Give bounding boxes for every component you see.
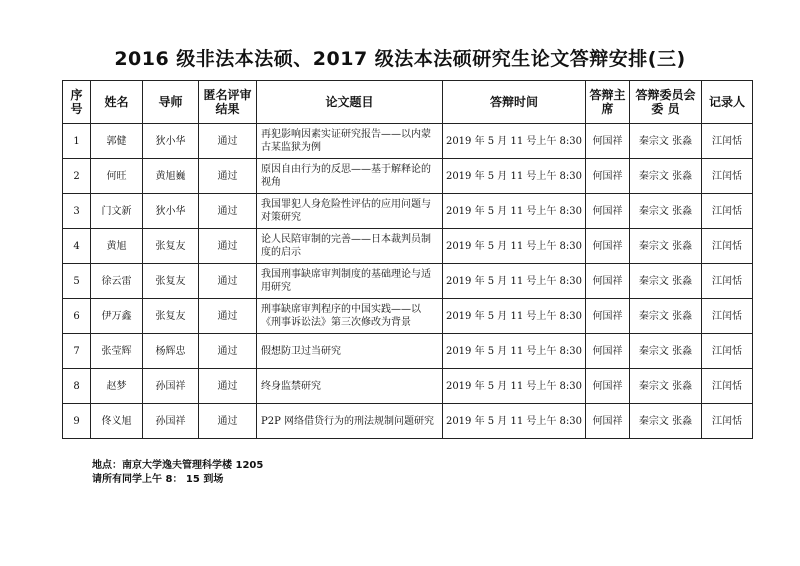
- cell-time: 2019 年 5 月 11 号上午 8:30: [443, 299, 586, 334]
- header-time: 答辩时间: [443, 81, 586, 124]
- cell-topic: 我国刑事缺席审判制度的基础理论与适用研究: [257, 264, 443, 299]
- cell-topic: 论人民陪审制的完善——日本裁判员制度的启示: [257, 229, 443, 264]
- cell-advisor: 张复友: [143, 264, 199, 299]
- cell-chair: 何国祥: [586, 334, 630, 369]
- table-row: [63, 404, 753, 439]
- cell-advisor: 孙国祥: [143, 404, 199, 439]
- cell-recorder: 江闰恬: [702, 159, 753, 194]
- table-row: [63, 229, 753, 264]
- cell-review: 通过: [199, 159, 257, 194]
- cell-name: 何旺: [91, 159, 143, 194]
- header-review: 匿名评审结果: [199, 81, 257, 124]
- cell-advisor: 张复友: [143, 299, 199, 334]
- cell-members: 秦宗文 张淼: [630, 194, 702, 229]
- cell-review: 通过: [199, 264, 257, 299]
- cell-review: 通过: [199, 194, 257, 229]
- cell-name: 郭健: [91, 124, 143, 159]
- cell-name: 佟义旭: [91, 404, 143, 439]
- cell-members: 秦宗文 张淼: [630, 229, 702, 264]
- cell-advisor: 杨辉忠: [143, 334, 199, 369]
- cell-name: 徐云雷: [91, 264, 143, 299]
- arrival-note: 请所有同学上午 8： 15 到场: [92, 474, 224, 485]
- cell-review: 通过: [199, 334, 257, 369]
- header-no: 序号: [63, 81, 91, 124]
- cell-time: 2019 年 5 月 11 号上午 8:30: [443, 159, 586, 194]
- cell-topic: 原因自由行为的反思——基于解释论的视角: [257, 159, 443, 194]
- cell-time: 2019 年 5 月 11 号上午 8:30: [443, 229, 586, 264]
- cell-topic: P2P 网络借贷行为的刑法规制问题研究: [257, 404, 443, 439]
- table-row: [63, 334, 753, 369]
- header-members: 答辩委员会委 员: [630, 81, 702, 124]
- page-title: 2016 级非法本法硕、2017 级法本法硕研究生论文答辩安排(三): [114, 48, 686, 70]
- defense-schedule-table: [62, 80, 753, 439]
- cell-recorder: 江闰恬: [702, 369, 753, 404]
- cell-recorder: 江闰恬: [702, 264, 753, 299]
- table-row: [63, 194, 753, 229]
- table-row: [63, 299, 753, 334]
- cell-advisor: 狄小华: [143, 124, 199, 159]
- table-row: [63, 159, 753, 194]
- cell-name: 黄旭: [91, 229, 143, 264]
- cell-name: 伊万鑫: [91, 299, 143, 334]
- cell-time: 2019 年 5 月 11 号上午 8:30: [443, 369, 586, 404]
- cell-time: 2019 年 5 月 11 号上午 8:30: [443, 124, 586, 159]
- cell-time: 2019 年 5 月 11 号上午 8:30: [443, 404, 586, 439]
- cell-chair: 何国祥: [586, 369, 630, 404]
- cell-recorder: 江闰恬: [702, 124, 753, 159]
- header-topic: 论文题目: [257, 81, 443, 124]
- cell-members: 秦宗文 张淼: [630, 159, 702, 194]
- cell-recorder: 江闰恬: [702, 299, 753, 334]
- cell-members: 秦宗文 张淼: [630, 299, 702, 334]
- cell-topic: 刑事缺席审判程序的中国实践——以《刑事诉讼法》第三次修改为背景: [257, 299, 443, 334]
- cell-chair: 何国祥: [586, 299, 630, 334]
- header-chair: 答辩主席: [586, 81, 630, 124]
- cell-time: 2019 年 5 月 11 号上午 8:30: [443, 264, 586, 299]
- cell-time: 2019 年 5 月 11 号上午 8:30: [443, 194, 586, 229]
- cell-time: 2019 年 5 月 11 号上午 8:30: [443, 334, 586, 369]
- cell-no: 3: [63, 194, 91, 229]
- table-row: [63, 264, 753, 299]
- cell-topic: 我国罪犯人身危险性评估的应用问题与对策研究: [257, 194, 443, 229]
- header-recorder: 记录人: [702, 81, 753, 124]
- cell-review: 通过: [199, 124, 257, 159]
- cell-advisor: 黄旭巍: [143, 159, 199, 194]
- cell-review: 通过: [199, 299, 257, 334]
- cell-no: 9: [63, 404, 91, 439]
- cell-members: 秦宗文 张淼: [630, 124, 702, 159]
- cell-members: 秦宗文 张淼: [630, 264, 702, 299]
- cell-members: 秦宗文 张淼: [630, 334, 702, 369]
- cell-name: 赵梦: [91, 369, 143, 404]
- cell-members: 秦宗文 张淼: [630, 404, 702, 439]
- cell-chair: 何国祥: [586, 404, 630, 439]
- cell-review: 通过: [199, 229, 257, 264]
- cell-advisor: 张复友: [143, 229, 199, 264]
- cell-topic: 假想防卫过当研究: [257, 334, 443, 369]
- cell-no: 8: [63, 369, 91, 404]
- header-name: 姓名: [91, 81, 143, 124]
- table-row: [63, 369, 753, 404]
- cell-topic: 终身监禁研究: [257, 369, 443, 404]
- location-text: 地点：南京大学逸夫管理科学楼 1205: [92, 460, 264, 471]
- cell-recorder: 江闰恬: [702, 194, 753, 229]
- cell-chair: 何国祥: [586, 229, 630, 264]
- cell-no: 5: [63, 264, 91, 299]
- table-row: [63, 124, 753, 159]
- cell-name: 门文新: [91, 194, 143, 229]
- cell-advisor: 狄小华: [143, 194, 199, 229]
- cell-review: 通过: [199, 404, 257, 439]
- cell-no: 4: [63, 229, 91, 264]
- cell-advisor: 孙国祥: [143, 369, 199, 404]
- cell-no: 7: [63, 334, 91, 369]
- cell-topic: 再犯影响因素实证研究报告——以内蒙古某监狱为例: [257, 124, 443, 159]
- cell-no: 6: [63, 299, 91, 334]
- cell-recorder: 江闰恬: [702, 334, 753, 369]
- cell-review: 通过: [199, 369, 257, 404]
- cell-chair: 何国祥: [586, 124, 630, 159]
- header-row: [63, 81, 753, 124]
- header-advisor: 导师: [143, 81, 199, 124]
- cell-no: 2: [63, 159, 91, 194]
- cell-members: 秦宗文 张淼: [630, 369, 702, 404]
- cell-name: 张莹辉: [91, 334, 143, 369]
- cell-recorder: 江闰恬: [702, 229, 753, 264]
- cell-chair: 何国祥: [586, 159, 630, 194]
- cell-recorder: 江闰恬: [702, 404, 753, 439]
- cell-chair: 何国祥: [586, 264, 630, 299]
- cell-chair: 何国祥: [586, 194, 630, 229]
- cell-no: 1: [63, 124, 91, 159]
